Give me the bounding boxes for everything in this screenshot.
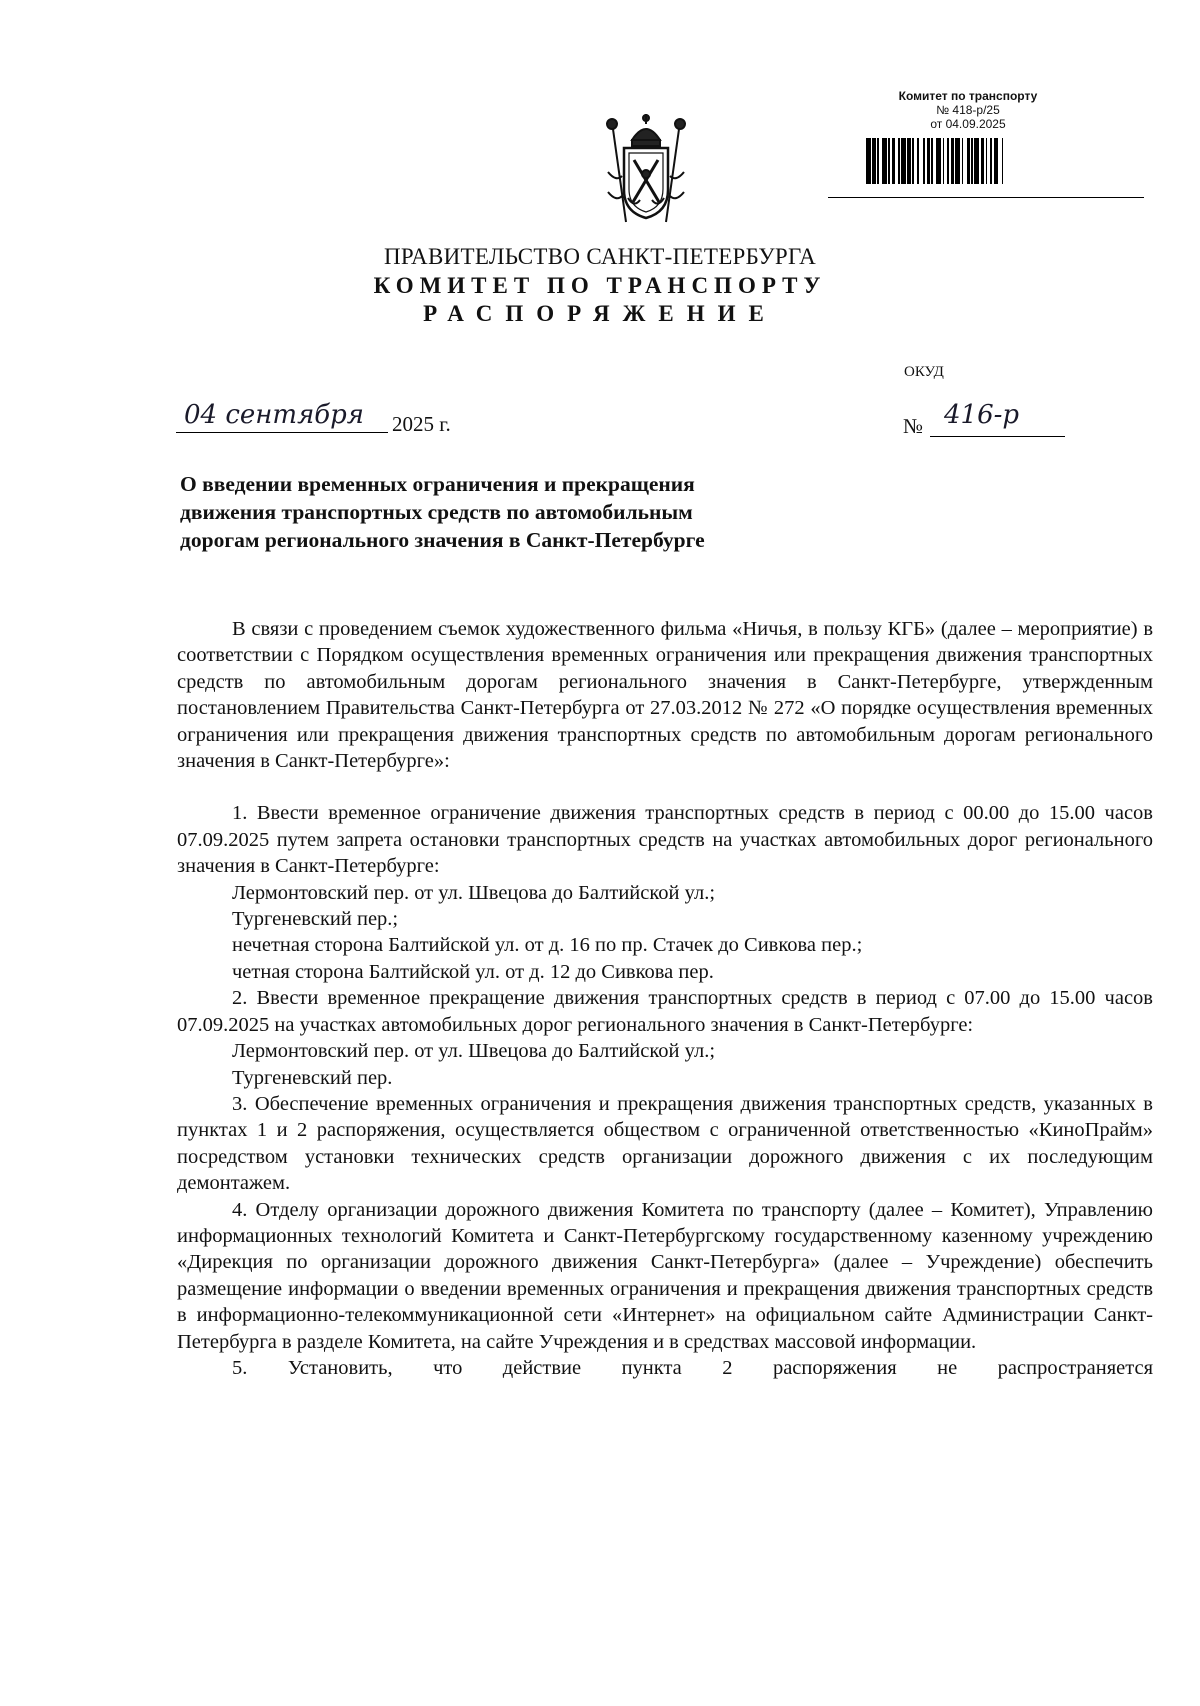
okud-label: ОКУД [904, 364, 944, 380]
stamp-underline [828, 197, 1144, 198]
stamp-date: от 04.09.2025 [930, 117, 1006, 131]
number-handwritten: 416-р [944, 400, 1020, 430]
list-item: нечетная сторона Балтийской ул. от д. 16 по пр. Стачек до Сивкова пер.; [232, 934, 863, 957]
list-item: Тургеневский пер. [232, 1066, 393, 1089]
paragraph-3: 3. Обеспечение временных ограничения и прекращения движения транспортных средств, указанных в пунктах 1 и 2 распоряжения, осуществляется обществом с ограниченной ответственностью «КиноПрайм» посредством установки технических средств организации дорожного движения с их последующим демонтажем. [177, 1092, 1153, 1195]
list-item: четная сторона Балтийской ул. от д. 12 до Сивкова пер. [232, 960, 714, 983]
number-sign: № [903, 414, 924, 438]
government-heading: ПРАВИТЕЛЬСТВО САНКТ-ПЕТЕРБУРГА [383, 244, 817, 269]
paragraph-2: 2. Ввести временное прекращение движения транспортных средств в период с 07.00 до 15.00 часов 07.09.2025 на участках автомобильных дорог регионального значения в Санкт-Петербурге: [177, 987, 1153, 1036]
preamble-paragraph: В связи с проведением съемок художественного фильма «Ничья, в пользу КГБ» (далее – мероприятие) в соответствии с Порядком осуществления временных ограничения или прекращения движения транспортных средств по автомобильным дорогам регионального значения в Санкт-Петербурге, утвержденным постановлением Правительства Санкт-Петербурга от 27.03.2012 № 272 «О порядке осуществления временных ограничения или прекращения движения транспортных средств по автомобильным дорогам регионального значения в Санкт-Петербурге»: [177, 618, 1153, 773]
list-item: Тургеневский пер.; [232, 908, 399, 931]
list-item: Лермонтовский пер. от ул. Швецова до Балтийской ул.; [232, 881, 716, 904]
committee-heading: КОМИТЕТ ПО ТРАНСПОРТУ [373, 273, 827, 298]
stamp-committee: Комитет по транспорту [898, 89, 1038, 103]
date-year: 2025 г. [392, 412, 451, 436]
document-body [177, 616, 1153, 1381]
paragraph-5: 5. Установить, что действие пункта 2 распоряжения не распространяется [232, 1356, 1153, 1379]
document-title: О введении временных ограничения и прекращения движения транспортных средств по автомобильным дорогам регионального значения в Санкт-Петербурге [180, 472, 705, 552]
date-underline [176, 432, 388, 433]
number-underline [930, 436, 1065, 437]
registration-stamp [868, 89, 1068, 131]
paragraph-4: 4. Отделу организации дорожного движения Комитета по транспорту (далее – Комитет), Управлению информационных технологий Комитета и Санкт-Петербургскому государственному казенному учреждению «Дирекция по организации дорожного движения Санкт-Петербурга» (далее – Учреждение) обеспечить размещение информации о введении временных ограничения и прекращения движения транспортных средств в информационно-телекоммуникационной сети «Интернет» на официальном сайте Администрации Санкт-Петербурга в разделе Комитета, на сайте Учреждения и в средствах массовой информации. [177, 1198, 1153, 1353]
coat-of-arms-emblem [602, 112, 690, 226]
list-item: Лермонтовский пер. от ул. Швецова до Балтийской ул.; [232, 1040, 716, 1063]
stamp-number: № 418-р/25 [936, 103, 1000, 117]
barcode-bar [1003, 138, 1005, 184]
paragraph-1: 1. Ввести временное ограничение движения транспортных средств в период с 00.00 до 15.00 часов 07.09.2025 путем запрета остановки транспортных средств на участках автомобильных дорог регионального значения в Санкт-Петербурге: [177, 802, 1153, 878]
document-type-heading: РАСПОРЯЖЕНИЕ [423, 301, 777, 326]
barcode [866, 138, 1005, 184]
date-handwritten: 04 сентября [184, 400, 365, 430]
